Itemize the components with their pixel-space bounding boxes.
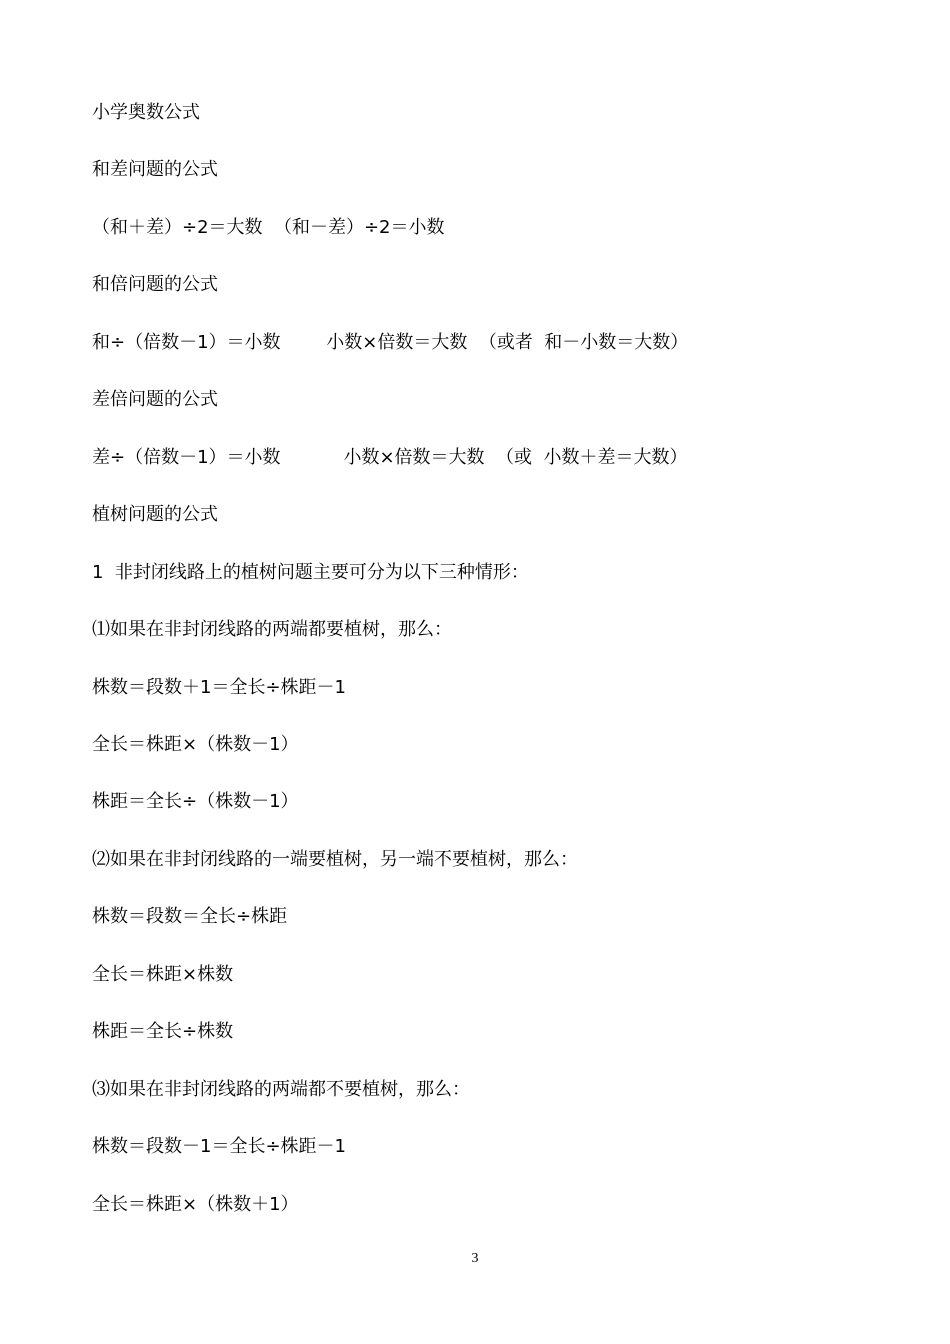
formula-line: 差÷（倍数－1）＝小数 小数×倍数＝大数 （或 小数＋差＝大数） (92, 447, 688, 468)
section-heading-sum-multiple: 和倍问题的公式 (92, 274, 218, 295)
formula-line: （和＋差）÷2＝大数 （和－差）÷2＝小数 (92, 217, 445, 238)
formula-line: 株数＝段数＝全长÷株距 (92, 906, 288, 927)
formula-line: 株数＝段数＋1＝全长÷株距－1 (92, 677, 346, 698)
formula-line: 株数＝段数－1＝全长÷株距－1 (92, 1136, 346, 1157)
section-heading-tree-planting: 植树问题的公式 (92, 504, 218, 525)
formula-line: 和÷（倍数－1）＝小数 小数×倍数＝大数 （或者 和－小数＝大数） (92, 332, 689, 353)
section-heading-difference-multiple: 差倍问题的公式 (92, 389, 218, 410)
paragraph-line: 1 非封闭线路上的植树问题主要可分为以下三种情形： (92, 562, 529, 583)
formula-line: 全长＝株距×（株数＋1） (92, 1194, 299, 1215)
section-heading-sum-difference: 和差问题的公式 (92, 159, 218, 180)
paragraph-line: ⑶如果在非封闭线路的两端都不要植树，那么： (92, 1079, 470, 1100)
page-number: 3 (471, 1251, 479, 1266)
paragraph-line: ⑵如果在非封闭线路的一端要植树，另一端不要植树，那么： (92, 849, 578, 870)
document-title: 小学奥数公式 (92, 102, 200, 123)
formula-line: 株距＝全长÷株数 (92, 1021, 234, 1042)
formula-line: 株距＝全长÷（株数－1） (92, 791, 299, 812)
formula-line: 全长＝株距×（株数－1） (92, 734, 299, 755)
paragraph-line: ⑴如果在非封闭线路的两端都要植树，那么： (92, 619, 452, 640)
formula-line: 全长＝株距×株数 (92, 964, 234, 985)
